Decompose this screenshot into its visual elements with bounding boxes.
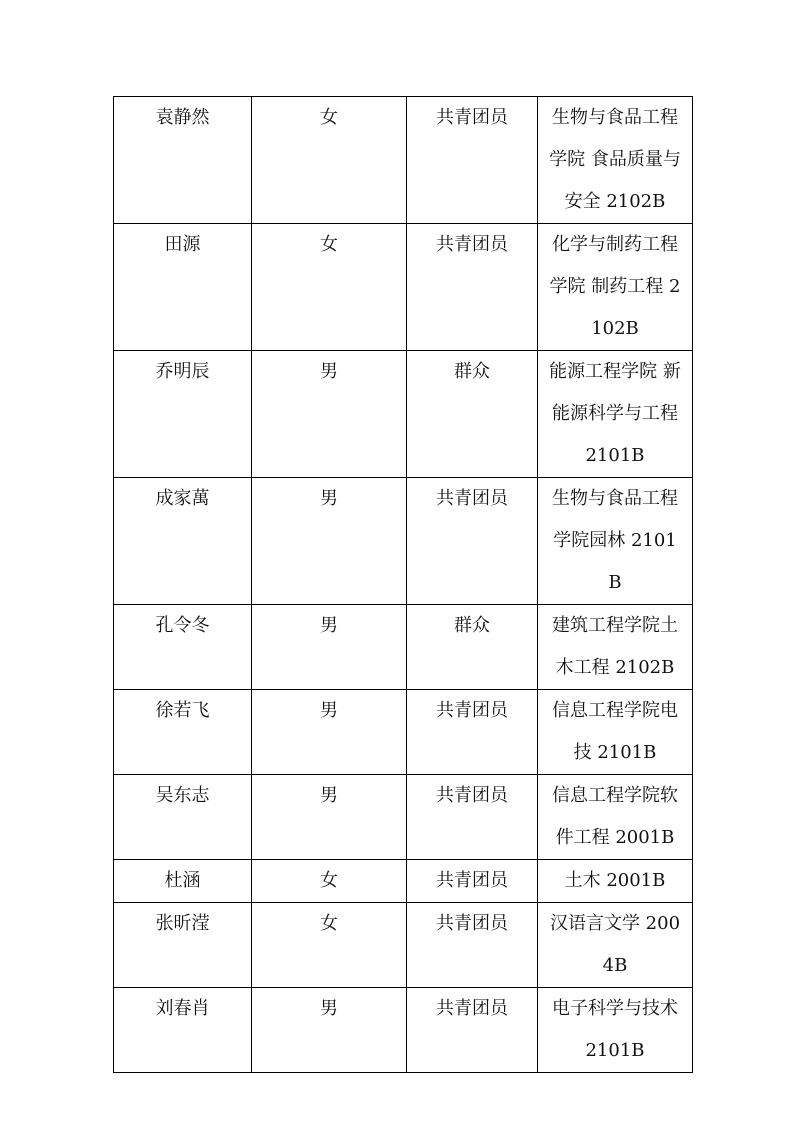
political-status-cell: 共青团员	[407, 860, 538, 903]
gender-cell: 男	[252, 775, 407, 860]
name-cell: 成家萬	[114, 478, 252, 605]
table-row	[114, 988, 693, 1073]
member-table	[113, 96, 693, 1073]
political-status-cell: 共青团员	[407, 224, 538, 351]
major-cell: 建筑工程学院土木工程 2102B	[538, 605, 693, 690]
table-row	[114, 605, 693, 690]
name-cell: 孔令冬	[114, 605, 252, 690]
name-cell: 吴东志	[114, 775, 252, 860]
name-cell: 杜涵	[114, 860, 252, 903]
political-status-cell: 群众	[407, 605, 538, 690]
political-status-cell: 共青团员	[407, 690, 538, 775]
table-row	[114, 690, 693, 775]
major-cell: 汉语言文学 2004B	[538, 903, 693, 988]
major-cell: 能源工程学院 新能源科学与工程 2101B	[538, 351, 693, 478]
political-status-cell: 群众	[407, 351, 538, 478]
table-row	[114, 224, 693, 351]
major-cell: 信息工程学院电技 2101B	[538, 690, 693, 775]
gender-cell: 男	[252, 690, 407, 775]
major-cell: 化学与制药工程学院 制药工程 2102B	[538, 224, 693, 351]
name-cell: 袁静然	[114, 97, 252, 224]
gender-cell: 男	[252, 478, 407, 605]
gender-cell: 女	[252, 97, 407, 224]
table-row	[114, 97, 693, 224]
major-cell: 土木 2001B	[538, 860, 693, 903]
name-cell: 张昕滢	[114, 903, 252, 988]
table-row	[114, 860, 693, 903]
gender-cell: 男	[252, 351, 407, 478]
political-status-cell: 共青团员	[407, 97, 538, 224]
gender-cell: 男	[252, 988, 407, 1073]
major-cell: 信息工程学院软件工程 2001B	[538, 775, 693, 860]
table-row	[114, 478, 693, 605]
gender-cell: 女	[252, 903, 407, 988]
major-cell: 生物与食品工程学院园林 2101B	[538, 478, 693, 605]
name-cell: 刘春肖	[114, 988, 252, 1073]
table-row	[114, 903, 693, 988]
name-cell: 徐若飞	[114, 690, 252, 775]
major-cell: 生物与食品工程学院 食品质量与安全 2102B	[538, 97, 693, 224]
table-row	[114, 351, 693, 478]
gender-cell: 女	[252, 860, 407, 903]
name-cell: 乔明辰	[114, 351, 252, 478]
major-cell: 电子科学与技术 2101B	[538, 988, 693, 1073]
political-status-cell: 共青团员	[407, 988, 538, 1073]
gender-cell: 女	[252, 224, 407, 351]
table-row	[114, 775, 693, 860]
name-cell: 田源	[114, 224, 252, 351]
political-status-cell: 共青团员	[407, 903, 538, 988]
political-status-cell: 共青团员	[407, 478, 538, 605]
political-status-cell: 共青团员	[407, 775, 538, 860]
gender-cell: 男	[252, 605, 407, 690]
